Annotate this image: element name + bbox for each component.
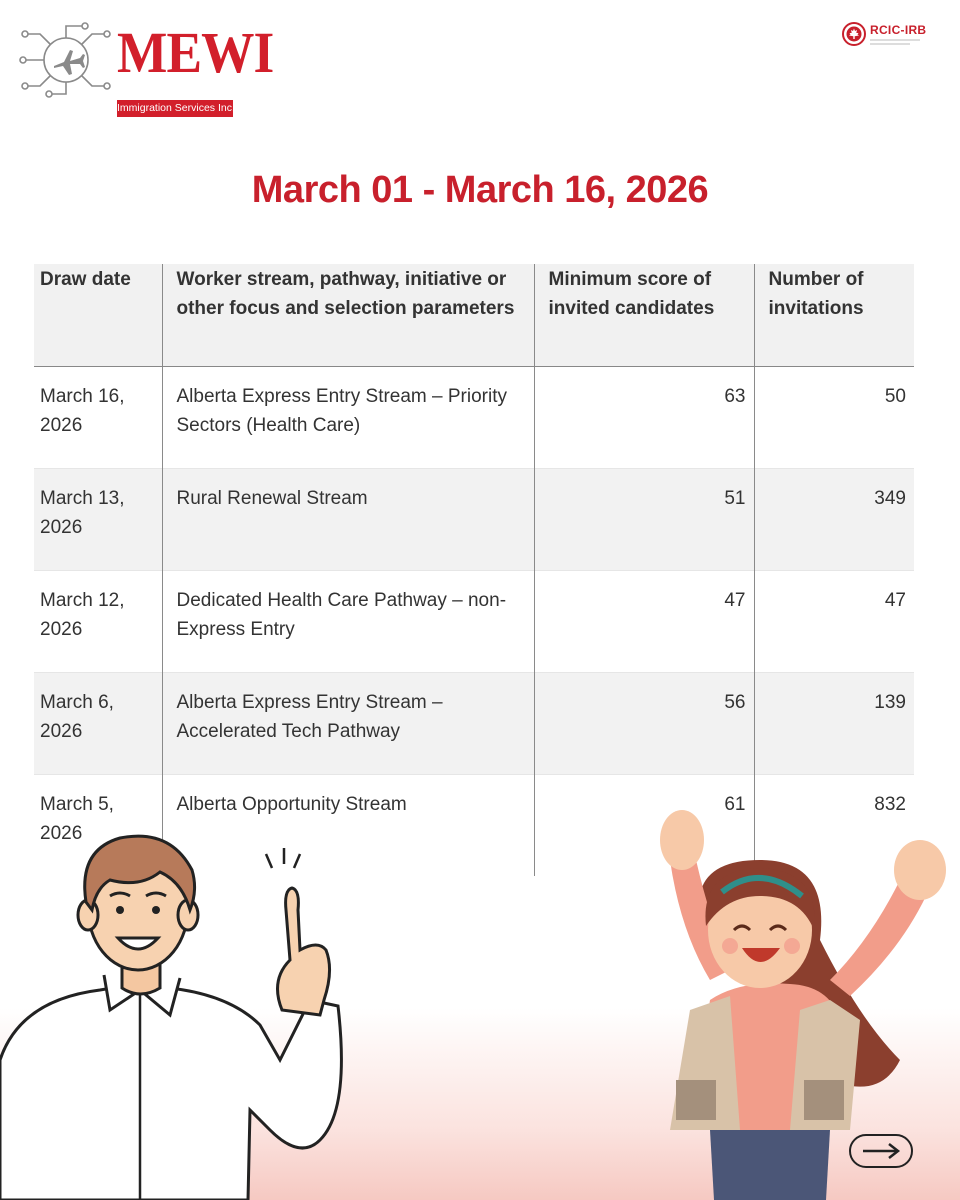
cell-invitations: 349 [754, 469, 914, 571]
cell-invitations: 50 [754, 367, 914, 469]
cell-invitations: 832 [754, 775, 914, 877]
cell-score: 51 [534, 469, 754, 571]
cell-stream: Alberta Opportunity Stream [162, 775, 534, 877]
cell-stream: Rural Renewal Stream [162, 469, 534, 571]
mewi-logo [18, 20, 274, 114]
date-range-heading: March 01 - March 16, 2026 [251, 169, 709, 211]
badge-fineprint [870, 38, 922, 46]
cell-date: March 12, 2026 [34, 571, 162, 673]
cell-score: 56 [534, 673, 754, 775]
cell-invitations: 139 [754, 673, 914, 775]
cell-stream: Alberta Express Entry Stream – Accelerated Tech Pathway [162, 673, 534, 775]
rcic-badge [842, 22, 932, 48]
maple-leaf-seal-icon [842, 22, 866, 46]
table-header-row [34, 264, 914, 367]
table-row [34, 469, 914, 571]
header-stream: Worker stream, pathway, initiative or other focus and selection parameters [162, 264, 534, 367]
cell-stream: Alberta Express Entry Stream – Priority Sectors (Health Care) [162, 367, 534, 469]
arrow-right-icon [861, 1143, 901, 1159]
header-draw-date: Draw date [34, 264, 162, 367]
draws-table [34, 264, 914, 876]
cell-date: March 6, 2026 [34, 673, 162, 775]
header-invitations: Number of invitations [754, 264, 914, 367]
brand-name: MEWI [117, 20, 274, 85]
next-arrow-button[interactable] [849, 1134, 913, 1168]
rcic-label: RCIC-IRB [870, 23, 927, 37]
cell-score: 61 [534, 775, 754, 877]
table-row [34, 367, 914, 469]
pointing-man-illustration [0, 810, 400, 1200]
airplane-circuit-icon [18, 20, 114, 100]
table-row [34, 673, 914, 775]
cell-invitations: 47 [754, 571, 914, 673]
cell-score: 63 [534, 367, 754, 469]
cell-stream: Dedicated Health Care Pathway – non-Express Entry [162, 571, 534, 673]
header-min-score: Minimum score of invited candidates [534, 264, 754, 367]
brand-tagline: Immigration Services Inc. [117, 100, 233, 117]
cheering-girl-illustration [630, 800, 960, 1200]
cell-date: March 5, 2026 [34, 775, 162, 877]
table-row [34, 571, 914, 673]
cell-score: 47 [534, 571, 754, 673]
cell-date: March 16, 2026 [34, 367, 162, 469]
cell-date: March 13, 2026 [34, 469, 162, 571]
